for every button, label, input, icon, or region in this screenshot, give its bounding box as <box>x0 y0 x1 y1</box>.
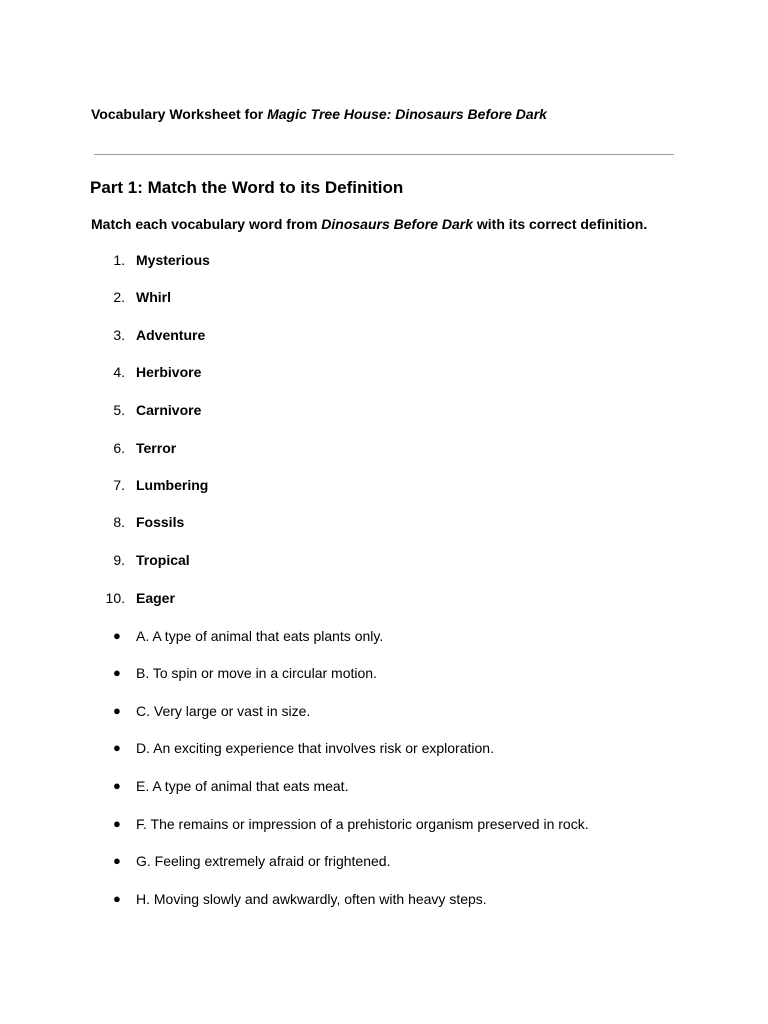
vocab-word: Eager <box>136 590 175 606</box>
definition-text: D. An exciting experience that involves risk or exploration. <box>136 740 494 756</box>
bullet-icon: ● <box>113 628 121 643</box>
instructions-suffix: with its correct definition. <box>473 216 648 232</box>
item-number: 2. <box>113 289 125 305</box>
definition-text: A. A type of animal that eats plants only. <box>136 628 384 644</box>
title-prefix: Vocabulary Worksheet for <box>91 106 268 122</box>
bullet-icon: ● <box>113 816 121 831</box>
bullet-icon: ● <box>113 853 121 868</box>
item-number: 9. <box>113 552 125 568</box>
horizontal-divider <box>94 154 674 155</box>
definition-text: B. To spin or move in a circular motion. <box>136 665 377 681</box>
instructions-prefix: Match each vocabulary word from <box>91 216 322 232</box>
bullet-icon: ● <box>113 778 121 793</box>
item-number: 5. <box>113 402 125 418</box>
title-book-name: Magic Tree House: Dinosaurs Before Dark <box>267 106 547 122</box>
definition-text: F. The remains or impression of a prehistoric organism preserved in rock. <box>136 816 589 832</box>
vocab-word: Herbivore <box>136 364 202 380</box>
item-number: 8. <box>113 514 125 530</box>
instructions-book-name: Dinosaurs Before Dark <box>321 216 474 232</box>
document-title <box>91 106 547 122</box>
vocab-word: Terror <box>136 440 177 456</box>
item-number: 1. <box>113 252 125 268</box>
vocab-word: Whirl <box>136 289 171 305</box>
bullet-icon: ● <box>113 740 121 755</box>
item-number: 6. <box>113 440 125 456</box>
definition-text: C. Very large or vast in size. <box>136 703 311 719</box>
item-number: 10. <box>105 590 125 606</box>
vocab-word: Mysterious <box>136 252 210 268</box>
item-number: 4. <box>113 364 125 380</box>
instructions <box>91 216 647 232</box>
vocab-word: Fossils <box>136 514 185 530</box>
definition-text: G. Feeling extremely afraid or frightened. <box>136 853 391 869</box>
item-number: 7. <box>113 477 125 493</box>
vocab-word: Lumbering <box>136 477 209 493</box>
vocab-word: Adventure <box>136 327 206 343</box>
bullet-icon: ● <box>113 665 121 680</box>
definition-text: H. Moving slowly and awkwardly, often with heavy steps. <box>136 891 487 907</box>
vocab-word: Carnivore <box>136 402 202 418</box>
vocab-word: Tropical <box>136 552 190 568</box>
item-number: 3. <box>113 327 125 343</box>
part1-heading: Part 1: Match the Word to its Definition <box>90 178 404 197</box>
bullet-icon: ● <box>113 891 121 906</box>
bullet-icon: ● <box>113 703 121 718</box>
definition-text: E. A type of animal that eats meat. <box>136 778 349 794</box>
